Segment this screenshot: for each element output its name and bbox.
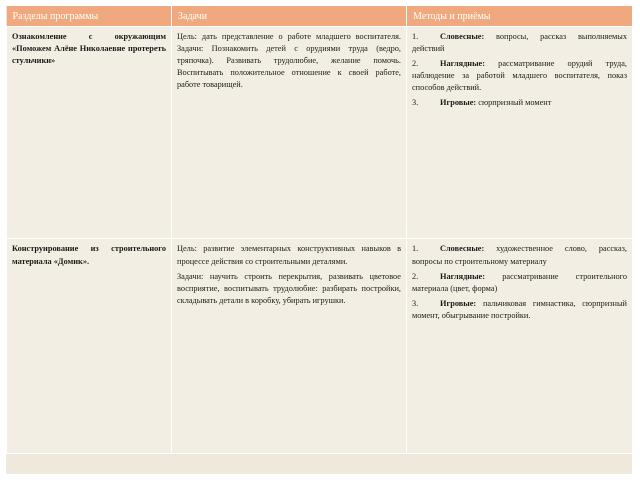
method-label: Наглядные:	[440, 59, 485, 69]
table-row	[7, 27, 633, 239]
method-text: рассматривание строительного материала (цвет, форма)	[412, 271, 627, 293]
table-row	[7, 239, 633, 454]
method-label: Игровые:	[440, 98, 477, 108]
methods-list	[412, 31, 627, 109]
method-number: 3.	[412, 298, 419, 308]
tasks-cell	[172, 239, 407, 454]
table-header-row	[7, 6, 633, 27]
method-text: сюрпризный момент	[478, 98, 552, 108]
method-number: 2.	[412, 59, 419, 69]
header-sections: Разделы программы	[7, 6, 172, 27]
tasks-cell	[172, 27, 407, 239]
methods-cell	[407, 27, 633, 239]
method-text: художественное слово, рассказ, вопросы по строительному материалу	[412, 244, 627, 266]
method-text: вопросы, рассказ выполняемых действий	[412, 32, 627, 54]
method-number: 3.	[412, 98, 419, 108]
section-cell: Ознакомление с окружающим «Поможем Алёне Николаевне протереть стульчики»	[7, 27, 172, 239]
method-item	[412, 298, 627, 322]
method-item	[412, 31, 627, 55]
methods-list	[412, 243, 627, 321]
tasks-text: Цель: дать представление о работе младшего воспитателя. Задачи: Познакомить детей с орудиями труда (ведро, тряпочка). Развивать трудолюбие, желание помочь. Воспитывать положительное отношение к своей работе, работе товарищей.	[177, 32, 401, 90]
method-number: 2.	[412, 271, 419, 281]
section-cell: Конструирование из строительного материала «Домик».	[7, 239, 172, 454]
header-tasks: Задачи	[172, 6, 407, 27]
lesson-plan-table	[6, 6, 633, 454]
method-item	[412, 243, 627, 267]
method-item	[412, 58, 627, 94]
method-number: 1.	[412, 32, 419, 41]
header-methods: Методы и приёмы	[407, 6, 633, 27]
method-item	[412, 271, 627, 295]
methods-cell	[407, 239, 633, 454]
method-number: 1.	[412, 244, 419, 254]
method-label: Словесные:	[440, 32, 485, 41]
document-page	[6, 6, 632, 474]
method-label: Игровые:	[440, 298, 477, 308]
tasks-text: Цель: развитие элементарных конструктивных навыков в процессе действия со строительными деталями.	[177, 244, 401, 266]
method-text: пальчиковая гимнастика, сюрпризный момент, обыгрывание постройки.	[412, 298, 628, 320]
method-label: Наглядные:	[440, 271, 485, 281]
method-item	[412, 97, 627, 109]
tasks-text: Задачи: научить строить перекрытия, развивать цветовое восприятие, воспитывать трудолюбие: разбирать постройки, складывать детали в коробку, убирать игрушки.	[177, 271, 401, 305]
method-label: Словесные:	[440, 244, 485, 254]
method-text: рассматривание орудий труда, наблюдение за работой младшего воспитателя, показ способов действий.	[412, 59, 627, 93]
